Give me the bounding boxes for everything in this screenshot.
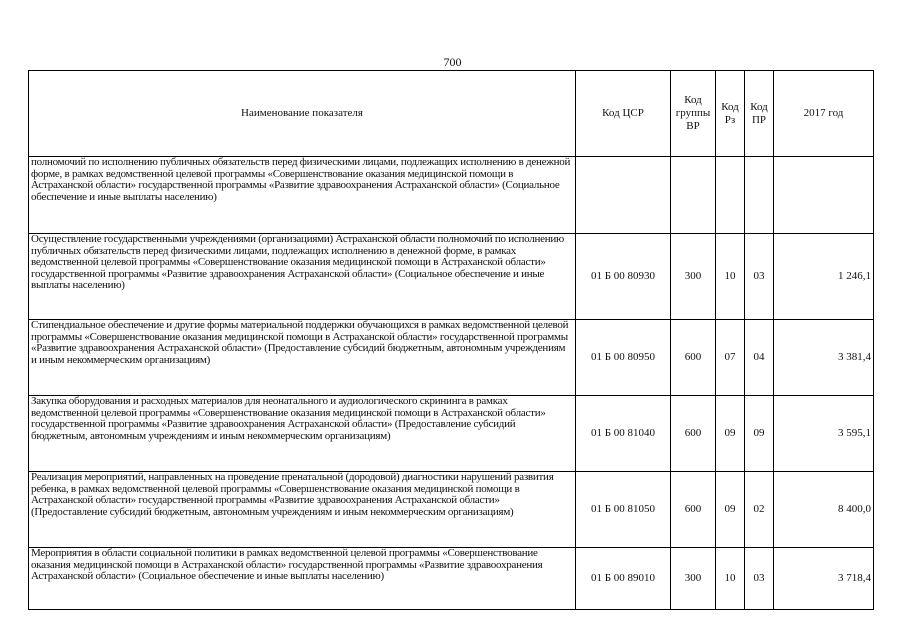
row-name: Реализация мероприятий, направленных на проведение пренатальной (дородовой) диагностики нарушений развития ребенка, в рамках ведомственной целевой программы «Совершенствование оказания медицинской помощи в Астраханской области» государственной программы «Развитие здравоохранения Астраханской области» (Предоставление субсидий бюджетным, автономным учреждениям и иным некоммерческим организациям) xyxy=(29,472,576,548)
header-name: Наименование показателя xyxy=(29,71,576,157)
row-amount xyxy=(774,157,874,234)
row-pr-code: 03 xyxy=(745,234,774,320)
budget-table xyxy=(28,70,874,610)
row-name: Мероприятия в области социальной политики в рамках ведомственной целевой программы «Совершенствование оказания медицинской помощи в Астраханской области» государственной программы «Развитие здравоохранения Астраханской области» (Социальное обеспечение и иные выплаты населению) xyxy=(29,548,576,610)
table-row xyxy=(29,320,874,396)
row-rz-code: 09 xyxy=(716,472,745,548)
header-year: 2017 год xyxy=(774,71,874,157)
row-vr-code xyxy=(671,157,716,234)
table-row xyxy=(29,548,874,610)
row-rz-code: 09 xyxy=(716,396,745,472)
row-csr-code xyxy=(576,157,671,234)
row-csr-code: 01 Б 00 81050 xyxy=(576,472,671,548)
row-csr-code: 01 Б 00 80950 xyxy=(576,320,671,396)
row-rz-code: 07 xyxy=(716,320,745,396)
row-vr-code: 600 xyxy=(671,320,716,396)
header-pr-code: Код ПР xyxy=(745,71,774,157)
header-csr-code: Код ЦСР xyxy=(576,71,671,157)
row-csr-code: 01 Б 00 89010 xyxy=(576,548,671,610)
row-amount: 3 595,1 xyxy=(774,396,874,472)
table-row xyxy=(29,472,874,548)
row-amount: 8 400,0 xyxy=(774,472,874,548)
row-amount: 1 246,1 xyxy=(774,234,874,320)
row-pr-code xyxy=(745,157,774,234)
header-vr-code: Код группы ВР xyxy=(671,71,716,157)
row-rz-code: 10 xyxy=(716,548,745,610)
table-row xyxy=(29,396,874,472)
row-pr-code: 09 xyxy=(745,396,774,472)
page-number: 700 xyxy=(443,55,462,69)
table-header-row xyxy=(29,71,874,157)
row-vr-code: 600 xyxy=(671,472,716,548)
row-vr-code: 300 xyxy=(671,548,716,610)
row-pr-code: 03 xyxy=(745,548,774,610)
row-name: Закупка оборудования и расходных материалов для неонатального и аудиологического скрининга в рамках ведомственной целевой программы «Совершенствование оказания медицинской помощи в Астраханской области» государственной программы «Развитие здравоохранения Астраханской области» (Предоставление субсидий бюджетным, автономным учреждениям и иным некоммерческим организациям) xyxy=(29,396,576,472)
row-amount: 3 381,4 xyxy=(774,320,874,396)
row-pr-code: 04 xyxy=(745,320,774,396)
row-vr-code: 300 xyxy=(671,234,716,320)
header-rz-code: Код Рз xyxy=(716,71,745,157)
table-row xyxy=(29,157,874,234)
row-rz-code: 10 xyxy=(716,234,745,320)
row-amount: 3 718,4 xyxy=(774,548,874,610)
row-pr-code: 02 xyxy=(745,472,774,548)
row-name: полномочий по исполнению публичных обязательств перед физическими лицами, подлежащих исполнению в денежной форме, в рамках ведомственной целевой программы «Совершенствование оказания медицинской помощи в Астраханской области» государственной программы «Развитие здравоохранения Астраханской области» (Социальное обеспечение и иные выплаты населению) xyxy=(29,157,576,234)
row-rz-code xyxy=(716,157,745,234)
row-csr-code: 01 Б 00 81040 xyxy=(576,396,671,472)
table-row xyxy=(29,234,874,320)
row-csr-code: 01 Б 00 80930 xyxy=(576,234,671,320)
row-name: Осуществление государственными учреждениями (организациями) Астраханской области полномочий по исполнению публичных обязательств перед физическими лицами, подлежащих исполнению в денежной форме, в рамках ведомственной целевой программы «Совершенствование оказания медицинской помощи в Астраханской области» государственной программы «Развитие здравоохранения Астраханской области» (Социальное обеспечение и иные выплаты населению) xyxy=(29,234,576,320)
row-name: Стипендиальное обеспечение и другие формы материальной поддержки обучающихся в рамках ведомственной целевой программы «Совершенствование оказания медицинской помощи в Астраханской области» государственной программы «Развитие здравоохранения Астраханской области» (Предоставление субсидий бюджетным, автономным учреждениям и иным некоммерческим организациям) xyxy=(29,320,576,396)
row-vr-code: 600 xyxy=(671,396,716,472)
